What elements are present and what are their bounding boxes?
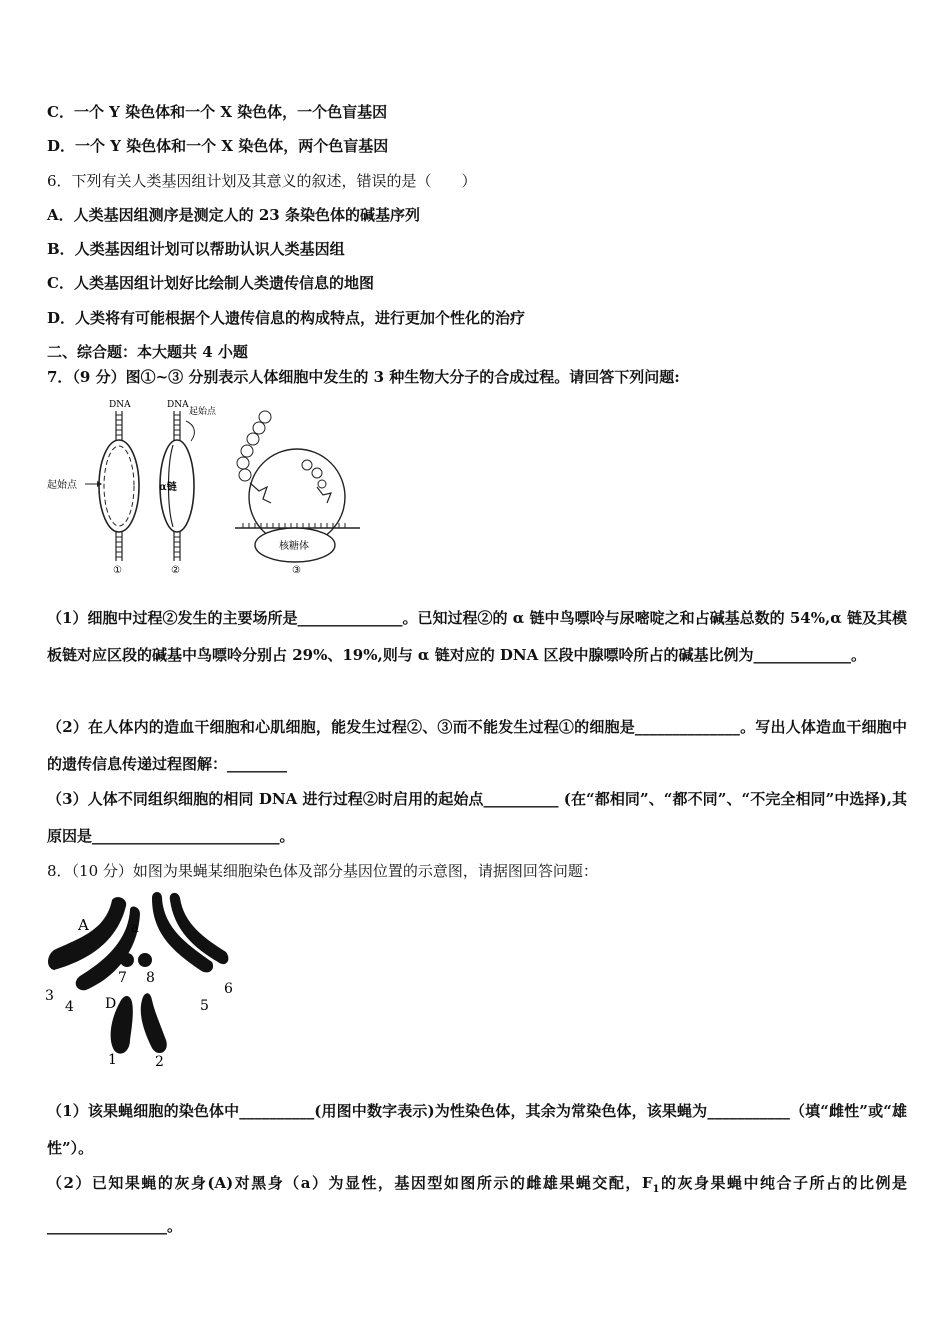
q5-option-c: C．一个 Y 染色体和一个 X 染色体，一个色盲基因 xyxy=(47,103,388,121)
chromosome-label-3: 3 xyxy=(45,988,54,1004)
alpha-chain-label: α链 xyxy=(159,482,177,493)
section-heading: 二、综合题：本大题共 4 小题 xyxy=(47,343,248,361)
q7-part-3: （3）人体不同组织细胞的相同 DNA 进行过程②时启用的起始点__________ (在“都相同”、“都不同”、“不完全相同”中选择),其原因是_________________________。 xyxy=(47,790,907,845)
chromosome-label-8: 8 xyxy=(146,970,155,986)
dna-label-1: DNA xyxy=(109,400,131,410)
q6-option-c: C．人类基因组计划好比绘制人类遗传信息的地图 xyxy=(47,274,374,292)
replication-transcription-translation-figure xyxy=(45,395,375,585)
gene-label-a: a xyxy=(131,921,139,936)
q8-part-1: （1）该果蝇细胞的染色体中__________(用图中数字表示)为性染色体，其余为常染色体，该果蝇为___________（填“雌性”或“雄性”）。 xyxy=(47,1102,907,1157)
chromosome-label-1: 1 xyxy=(108,1052,117,1068)
q6-option-a: A．人类基因组测序是测定人的 23 条染色体的碱基序列 xyxy=(47,206,420,224)
diagram-number-2: ② xyxy=(171,565,180,576)
chromosome-label-5: 5 xyxy=(200,998,209,1014)
gene-label-D: D xyxy=(105,996,117,1012)
q7-part-2: （2）在人体内的造血干细胞和心肌细胞，能发生过程②、③而不能发生过程①的细胞是______________。写出人体造血干细胞中的遗传信息传递过程图解：________ xyxy=(47,718,907,773)
chromosome-label-4: 4 xyxy=(65,999,74,1015)
chromosome-label-7: 7 xyxy=(118,970,127,986)
q6-option-d: D．人类将有可能根据个人遗传信息的构成特点，进行更加个性化的治疗 xyxy=(47,309,526,327)
q7-stem: 7．（9 分）图①~③ 分别表示人体细胞中发生的 3 种生物大分子的合成过程。请回答下列问题: xyxy=(47,368,680,386)
q8-part-2-text-a: （2）已知果蝇的灰身(A)对黑身（a）为显性，基因型如图所示的雌雄果蝇交配，F xyxy=(47,1174,653,1192)
diagram-number-1: ① xyxy=(113,565,122,576)
q8-stem: 8．（10 分）如图为果蝇某细胞染色体及部分基因位置的示意图，请据图回答问题： xyxy=(47,862,598,880)
ribosome-label: 核糖体 xyxy=(279,541,309,552)
origin-label-2: 起始点 xyxy=(189,407,217,417)
gene-label-A: A xyxy=(78,916,89,934)
fruit-fly-chromosome-figure xyxy=(40,890,250,1070)
q8-part-2 xyxy=(47,1165,907,1245)
q6-option-b: B．人类基因组计划可以帮助认识人类基因组 xyxy=(47,240,345,258)
dna-label-2: DNA xyxy=(167,400,189,410)
q8-subscript: 1 xyxy=(652,1184,660,1195)
q6-stem: 6．下列有关人类基因组计划及其意义的叙述，错误的是（ ） xyxy=(47,172,477,190)
chromosome-label-6: 6 xyxy=(224,981,233,997)
diagram-number-3: ③ xyxy=(292,565,301,576)
chromosome-label-2: 2 xyxy=(155,1054,164,1070)
q7-part-1: （1）细胞中过程②发生的主要场所是______________。已知过程②的 α 链中鸟嘌呤与尿嘧啶之和占碱基总数的 54%,α 链及其模板链对应区段的碱基中鸟嘌呤分别占 29%、19%,则与 α 链对应的 DNA 区段中腺嘌呤所占的碱基比例为_____________。 xyxy=(47,609,907,664)
q8-part-2-text-b: 的灰身果蝇中纯合子所占的比例是________________。 xyxy=(47,1174,907,1235)
q5-option-d: D．一个 Y 染色体和一个 X 染色体，两个色盲基因 xyxy=(47,137,389,155)
origin-label-1: 起始点 xyxy=(47,480,77,491)
